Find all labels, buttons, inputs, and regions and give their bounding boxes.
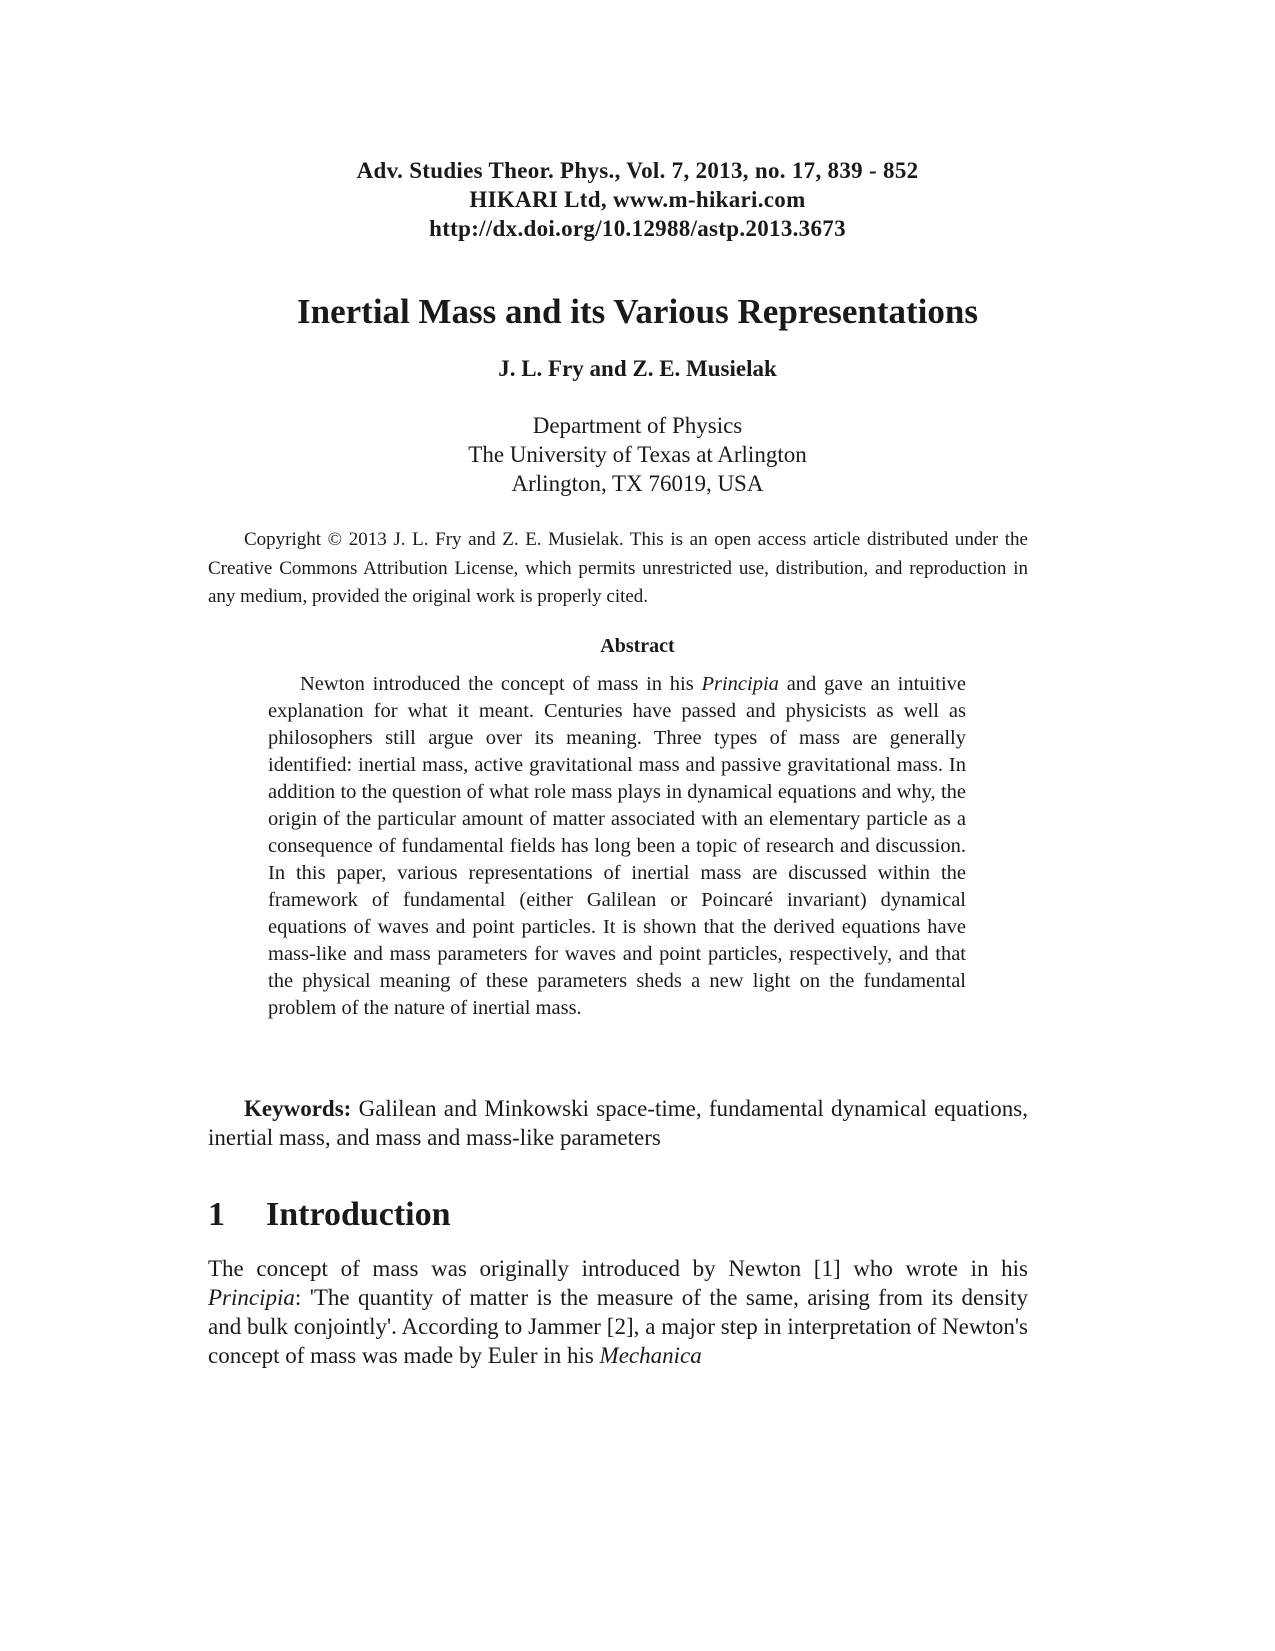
affiliation-block bbox=[0, 411, 1275, 498]
abstract-text-part: and gave an intuitive explanation for what it meant. Centuries have passed and physicists as well as philosophers still argue over its meaning. Three types of mass are generally identified: inertial mass, active gravitational mass and passive gravitational mass. In addition to the question of what role mass plays in dynamical equations and why, the origin of the particular amount of matter associated with an elementary particle as a consequence of fundamental fields has long been a topic of research and discussion. In this paper, various representations of inertial mass are discussed within the framework of fundamental (either Galilean or Poincaré invariant) dynamical equations of waves and point particles. It is shown that the derived equations have mass-like and mass parameters for waves and point particles, respectively, and that the physical meaning of these parameters sheds a new light on the fundamental problem of the nature of inertial mass. bbox=[268, 673, 966, 1019]
journal-citation: Adv. Studies Theor. Phys., Vol. 7, 2013, no. 17, 839 - 852 bbox=[356, 158, 919, 183]
copyright-notice: Copyright © 2013 J. L. Fry and Z. E. Musielak. This is an open access article distributed under the Creative Commons Attribution License, which permits unrestricted use, distribution, and reproduction in any medium, provided the original work is properly cited. bbox=[208, 529, 1028, 607]
keywords-paragraph bbox=[208, 1094, 1028, 1152]
affiliation-department: Department of Physics bbox=[532, 413, 743, 438]
keywords-text: Galilean and Minkowski space-time, fundamental dynamical equations, inertial mass, and mass and mass-like parameters bbox=[208, 1096, 1028, 1150]
publisher-line: HIKARI Ltd, www.m-hikari.com bbox=[469, 187, 806, 212]
author-list: J. L. Fry and Z. E. Musielak bbox=[498, 356, 777, 381]
section-heading bbox=[208, 1195, 451, 1235]
intro-italic-mechanica: Mechanica bbox=[599, 1343, 702, 1368]
abstract-heading: Abstract bbox=[600, 635, 675, 657]
intro-text-part: : 'The quantity of matter is the measure of the same, arising from its density and bulk conjointly'. According to Jammer [2], a major step in interpretation of Newton's concept of mass was made by Euler in his bbox=[208, 1285, 1028, 1368]
affiliation-address: Arlington, TX 76019, USA bbox=[511, 471, 764, 496]
intro-paragraph bbox=[208, 1254, 1028, 1370]
section-number: 1 bbox=[208, 1196, 225, 1233]
journal-header bbox=[0, 156, 1275, 243]
abstract-text-part: Newton introduced the concept of mass in his bbox=[300, 673, 702, 695]
section-title: Introduction bbox=[266, 1196, 451, 1233]
affiliation-university: The University of Texas at Arlington bbox=[468, 442, 807, 467]
intro-text-part: The concept of mass was originally introduced by Newton [1] who wrote in his bbox=[208, 1256, 1028, 1281]
keywords-label: Keywords: bbox=[244, 1096, 352, 1121]
abstract-italic-principia: Principia bbox=[701, 673, 779, 695]
doi-link[interactable]: http://dx.doi.org/10.12988/astp.2013.3673 bbox=[429, 216, 846, 241]
abstract-text bbox=[268, 671, 966, 1022]
intro-italic-principia: Principia bbox=[208, 1285, 295, 1310]
paper-title: Inertial Mass and its Various Representations bbox=[297, 292, 978, 331]
